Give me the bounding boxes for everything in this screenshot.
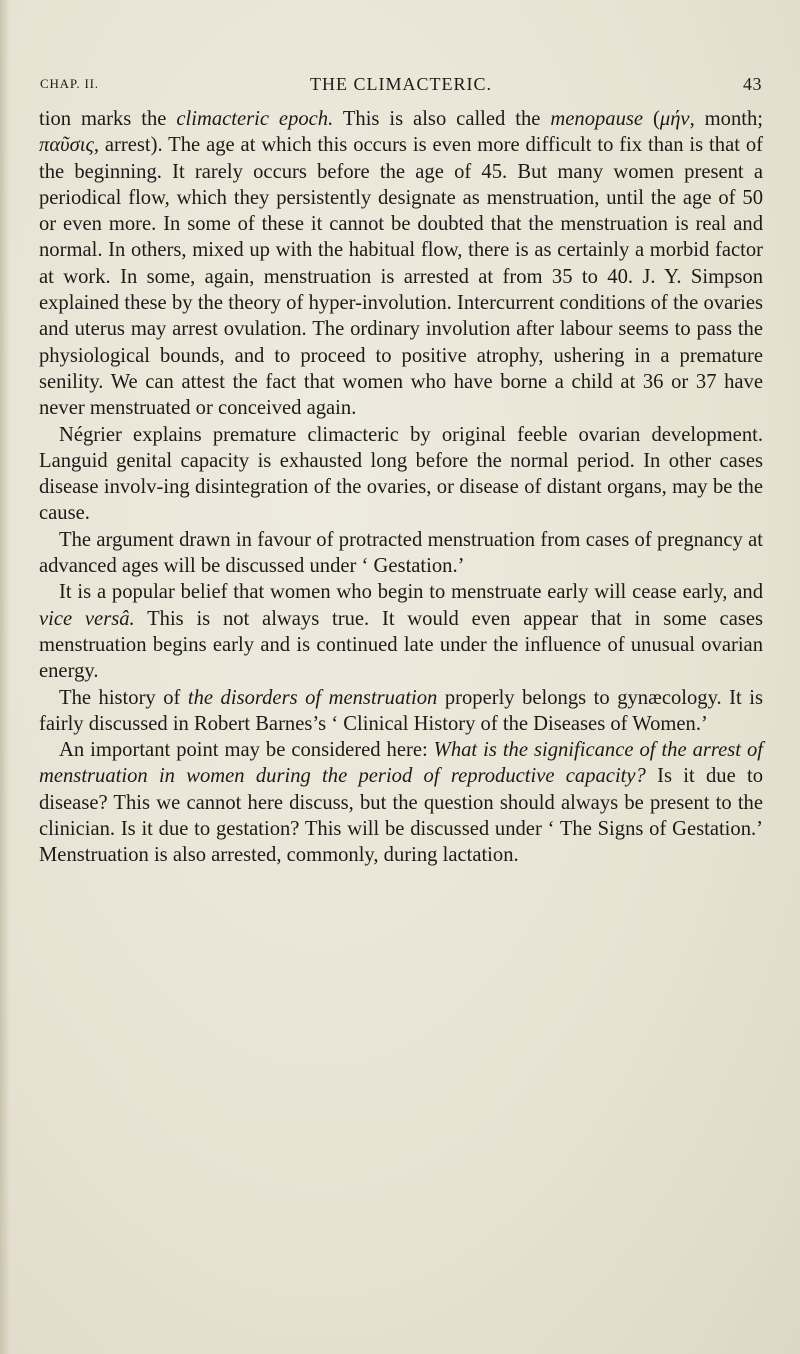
italic-text: μήν xyxy=(659,108,690,130)
italic-text: climacteric epoch. xyxy=(176,108,334,130)
italic-text: What is the significance of the arrest of menstruation in women during the period of reproductive capacity? xyxy=(39,739,764,788)
paragraph-text: , month; xyxy=(689,108,764,130)
paragraph xyxy=(39,579,763,684)
paragraph xyxy=(39,106,763,422)
paragraph xyxy=(39,422,763,527)
paragraph-text: The history of xyxy=(59,686,188,709)
paragraph-text: properly belongs to gynæcology. It is fairly discussed in Robert Barnes’s ‘ Clinical History of the Diseases of Women.’ xyxy=(39,686,764,735)
paragraph-text: The argument drawn in favour of protracted menstruation from cases of pregnancy at advanced ages will be discussed under ‘ Gestation.’ xyxy=(39,528,763,578)
italic-text: παῦσις xyxy=(39,134,94,157)
paragraph-text: tion marks the xyxy=(39,108,177,130)
paragraph-text: This is not always true. It would even appear that in some cases menstruation begins early and is continued late under the influence of unusual ovarian energy. xyxy=(39,607,763,683)
page-gutter-shadow xyxy=(0,0,10,1354)
chapter-label: CHAP. II. xyxy=(40,76,99,91)
paragraph-text: This is also called the xyxy=(333,108,551,130)
italic-text: menopause xyxy=(550,108,644,130)
italic-text: vice versâ. xyxy=(39,607,135,630)
paragraph xyxy=(39,737,763,868)
paragraph-text: , arrest). The age at which this occurs is even more difficult to fix than is that of the beginning. It rarely occurs before the age of 45. But many women present a periodical flow, which they persistently designate as menstruation, until the age of 50 or even more. In some of these it cannot be doubted that the menstruation is real and normal. In others, mixed up with the habitual flow, there is as certainly a morbid factor at work. In some, again, menstruation is arrested at from 35 to 40. J. Y. Simpson explained these by the theory of hyper-involution. Intercurrent conditions of the ovaries and uterus may arrest ovulation. The ordinary involution after labour seems to pass the physiological bounds, and to proceed to positive atrophy, ushering in a premature senility. We can attest the fact that women who have borne a child at 36 or 37 have never menstruated or conceived again. xyxy=(39,134,763,420)
paragraph xyxy=(39,527,763,580)
paragraph-text: An important point may be considered here: xyxy=(59,739,434,762)
paragraph-text: Is it due to disease? This we cannot here discuss, but the question should always be present to the clinician. Is it due to gestation? This will be discussed under ‘ The Signs of Gestation.’ Menstruation is also arrested, commonly, during lactation. xyxy=(39,765,763,867)
page-number: 43 xyxy=(743,74,762,94)
paragraph-text: Négrier explains premature climacteric by original feeble ovarian development. Languid genital capacity is exhausted long before the normal period. In other cases disease involv-ing disintegration of the ovaries, or disease of distant organs, may be the cause. xyxy=(39,423,763,525)
running-title: THE CLIMACTERIC. xyxy=(310,74,492,94)
paragraph-text: It is a popular belief that women who begin to menstruate early will cease early, and xyxy=(59,581,763,604)
italic-text: the disorders of menstruation xyxy=(187,686,438,709)
running-header xyxy=(40,74,762,98)
body-text xyxy=(39,106,763,869)
paragraph xyxy=(39,685,763,738)
paragraph-text: ( xyxy=(643,108,660,130)
